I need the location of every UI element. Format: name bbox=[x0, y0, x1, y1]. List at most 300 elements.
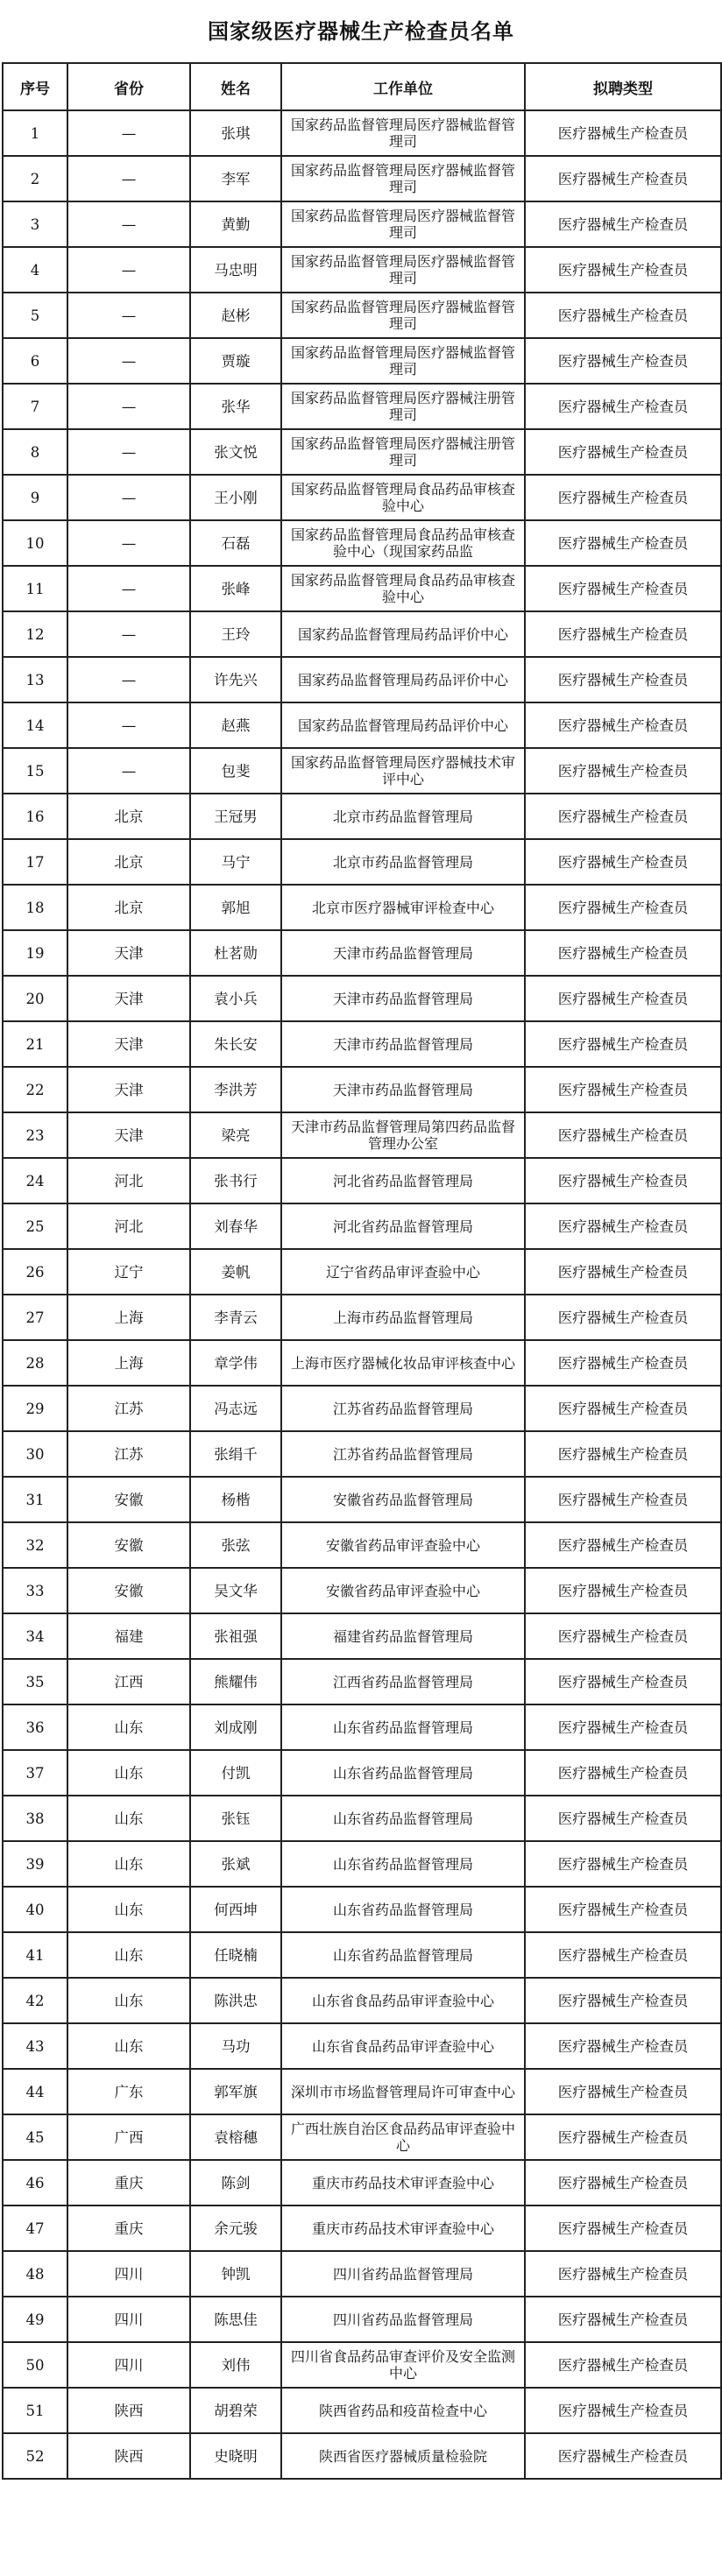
cell-appointment-type: 医疗器械生产检查员 bbox=[525, 566, 721, 611]
cell-appointment-type: 医疗器械生产检查员 bbox=[525, 839, 721, 885]
table-row bbox=[3, 2251, 721, 2297]
cell-work-unit: 四川省药品监督管理局 bbox=[281, 2251, 525, 2297]
cell-appointment-type: 医疗器械生产检查员 bbox=[525, 794, 721, 839]
cell-index: 22 bbox=[3, 1067, 67, 1112]
cell-province: 山东 bbox=[67, 1887, 190, 1932]
cell-name: 石磊 bbox=[190, 520, 281, 566]
cell-work-unit: 四川省食品药品审查评价及安全监测中心 bbox=[281, 2342, 525, 2388]
cell-appointment-type: 医疗器械生产检查员 bbox=[525, 110, 721, 156]
cell-name: 马忠明 bbox=[190, 247, 281, 293]
cell-work-unit: 国家药品监督管理局食品药品审核查验中心（现国家药品监 bbox=[281, 520, 525, 566]
cell-index: 13 bbox=[3, 657, 67, 702]
cell-index: 12 bbox=[3, 611, 67, 657]
cell-appointment-type: 医疗器械生产检查员 bbox=[525, 702, 721, 748]
cell-index: 52 bbox=[3, 2433, 67, 2479]
table-row bbox=[3, 1978, 721, 2023]
document-title: 国家级医疗器械生产检查员名单 bbox=[208, 18, 514, 44]
cell-index: 38 bbox=[3, 1796, 67, 1841]
cell-work-unit: 重庆市药品技术审评查验中心 bbox=[281, 2205, 525, 2251]
cell-name: 陈洪忠 bbox=[190, 1978, 281, 2023]
cell-province: 安徽 bbox=[67, 1568, 190, 1613]
cell-province: 辽宁 bbox=[67, 1249, 190, 1295]
cell-name: 赵燕 bbox=[190, 702, 281, 748]
cell-index: 29 bbox=[3, 1386, 67, 1431]
cell-index: 11 bbox=[3, 566, 67, 611]
table-row bbox=[3, 2069, 721, 2114]
cell-index: 25 bbox=[3, 1203, 67, 1249]
cell-province: 上海 bbox=[67, 1340, 190, 1386]
table-row bbox=[3, 1932, 721, 1978]
cell-name: 余元骏 bbox=[190, 2205, 281, 2251]
cell-name: 杜茗勋 bbox=[190, 930, 281, 976]
table-row bbox=[3, 520, 721, 566]
table-row bbox=[3, 1203, 721, 1249]
cell-appointment-type: 医疗器械生产检查员 bbox=[525, 1932, 721, 1978]
cell-work-unit: 国家药品监督管理局医疗器械监督管理司 bbox=[281, 110, 525, 156]
cell-province: — bbox=[67, 293, 190, 338]
cell-work-unit: 江西省药品监督管理局 bbox=[281, 1659, 525, 1704]
cell-name: 赵彬 bbox=[190, 293, 281, 338]
cell-index: 45 bbox=[3, 2114, 67, 2160]
table-row bbox=[3, 1386, 721, 1431]
cell-name: 杨楷 bbox=[190, 1477, 281, 1522]
cell-work-unit: 陕西省医疗器械质量检验院 bbox=[281, 2433, 525, 2479]
cell-name: 包斐 bbox=[190, 748, 281, 794]
table-row bbox=[3, 1568, 721, 1613]
cell-appointment-type: 医疗器械生产检查员 bbox=[525, 1386, 721, 1431]
cell-name: 陈剑 bbox=[190, 2160, 281, 2205]
cell-work-unit: 河北省药品监督管理局 bbox=[281, 1203, 525, 1249]
cell-province: 河北 bbox=[67, 1203, 190, 1249]
cell-name: 李军 bbox=[190, 156, 281, 201]
cell-province: 北京 bbox=[67, 839, 190, 885]
cell-appointment-type: 医疗器械生产检查员 bbox=[525, 1978, 721, 2023]
cell-appointment-type: 医疗器械生产检查员 bbox=[525, 976, 721, 1021]
cell-appointment-type: 医疗器械生产检查员 bbox=[525, 520, 721, 566]
cell-province: — bbox=[67, 247, 190, 293]
table-row bbox=[3, 2388, 721, 2433]
cell-name: 姜帆 bbox=[190, 1249, 281, 1295]
cell-name: 吴文华 bbox=[190, 1568, 281, 1613]
cell-name: 熊耀伟 bbox=[190, 1659, 281, 1704]
header-province: 省份 bbox=[67, 63, 190, 110]
header-name: 姓名 bbox=[190, 63, 281, 110]
table-row bbox=[3, 110, 721, 156]
table-row bbox=[3, 2205, 721, 2251]
cell-name: 刘成刚 bbox=[190, 1704, 281, 1750]
cell-work-unit: 国家药品监督管理局药品评价中心 bbox=[281, 657, 525, 702]
cell-province: 上海 bbox=[67, 1295, 190, 1340]
cell-work-unit: 福建省药品监督管理局 bbox=[281, 1613, 525, 1659]
table-header-row bbox=[3, 63, 721, 110]
cell-appointment-type: 医疗器械生产检查员 bbox=[525, 657, 721, 702]
cell-index: 17 bbox=[3, 839, 67, 885]
table-row bbox=[3, 1750, 721, 1796]
cell-index: 40 bbox=[3, 1887, 67, 1932]
table-row bbox=[3, 475, 721, 520]
cell-appointment-type: 医疗器械生产检查员 bbox=[525, 156, 721, 201]
cell-work-unit: 国家药品监督管理局药品评价中心 bbox=[281, 611, 525, 657]
cell-province: — bbox=[67, 475, 190, 520]
cell-name: 钟凯 bbox=[190, 2251, 281, 2297]
cell-appointment-type: 医疗器械生产检查员 bbox=[525, 1704, 721, 1750]
cell-work-unit: 国家药品监督管理局医疗器械监督管理司 bbox=[281, 156, 525, 201]
cell-index: 8 bbox=[3, 429, 67, 475]
cell-appointment-type: 医疗器械生产检查员 bbox=[525, 1203, 721, 1249]
cell-appointment-type: 医疗器械生产检查员 bbox=[525, 930, 721, 976]
cell-name: 任晓楠 bbox=[190, 1932, 281, 1978]
cell-appointment-type: 医疗器械生产检查员 bbox=[525, 2251, 721, 2297]
cell-name: 袁榕穗 bbox=[190, 2114, 281, 2160]
cell-name: 袁小兵 bbox=[190, 976, 281, 1021]
table-row bbox=[3, 156, 721, 201]
header-index: 序号 bbox=[3, 63, 67, 110]
cell-appointment-type: 医疗器械生产检查员 bbox=[525, 2205, 721, 2251]
cell-province: 四川 bbox=[67, 2297, 190, 2342]
cell-work-unit: 上海市药品监督管理局 bbox=[281, 1295, 525, 1340]
cell-index: 16 bbox=[3, 794, 67, 839]
cell-appointment-type: 医疗器械生产检查员 bbox=[525, 247, 721, 293]
cell-appointment-type: 医疗器械生产检查员 bbox=[525, 1249, 721, 1295]
table-row bbox=[3, 748, 721, 794]
cell-appointment-type: 医疗器械生产检查员 bbox=[525, 429, 721, 475]
cell-work-unit: 广西壮族自治区食品药品审评查验中心 bbox=[281, 2114, 525, 2160]
cell-index: 26 bbox=[3, 1249, 67, 1295]
cell-province: 安徽 bbox=[67, 1477, 190, 1522]
cell-appointment-type: 医疗器械生产检查员 bbox=[525, 1841, 721, 1887]
cell-index: 7 bbox=[3, 384, 67, 429]
cell-appointment-type: 医疗器械生产检查员 bbox=[525, 2388, 721, 2433]
cell-appointment-type: 医疗器械生产检查员 bbox=[525, 885, 721, 930]
header-work-unit: 工作单位 bbox=[281, 63, 525, 110]
cell-index: 39 bbox=[3, 1841, 67, 1887]
cell-province: 山东 bbox=[67, 1841, 190, 1887]
cell-province: — bbox=[67, 748, 190, 794]
table-row bbox=[3, 1431, 721, 1477]
cell-work-unit: 国家药品监督管理局食品药品审核查验中心 bbox=[281, 566, 525, 611]
cell-work-unit: 四川省药品监督管理局 bbox=[281, 2297, 525, 2342]
table-row bbox=[3, 384, 721, 429]
cell-appointment-type: 医疗器械生产检查员 bbox=[525, 338, 721, 384]
cell-work-unit: 上海市医疗器械化妆品审评核查中心 bbox=[281, 1340, 525, 1386]
cell-index: 20 bbox=[3, 976, 67, 1021]
table-row bbox=[3, 976, 721, 1021]
cell-index: 23 bbox=[3, 1112, 67, 1158]
cell-appointment-type: 医疗器械生产检查员 bbox=[525, 2114, 721, 2160]
table-row bbox=[3, 1522, 721, 1568]
cell-index: 34 bbox=[3, 1613, 67, 1659]
cell-work-unit: 国家药品监督管理局医疗器械注册管理司 bbox=[281, 429, 525, 475]
cell-work-unit: 山东省食品药品审评查验中心 bbox=[281, 2023, 525, 2069]
table-row bbox=[3, 2114, 721, 2160]
cell-name: 张峰 bbox=[190, 566, 281, 611]
cell-province: 重庆 bbox=[67, 2205, 190, 2251]
cell-index: 42 bbox=[3, 1978, 67, 2023]
cell-index: 5 bbox=[3, 293, 67, 338]
cell-province: — bbox=[67, 384, 190, 429]
cell-name: 张绢千 bbox=[190, 1431, 281, 1477]
cell-name: 刘春华 bbox=[190, 1203, 281, 1249]
table-row bbox=[3, 2433, 721, 2479]
cell-appointment-type: 医疗器械生产检查员 bbox=[525, 2160, 721, 2205]
table-row bbox=[3, 429, 721, 475]
cell-work-unit: 安徽省药品审评查验中心 bbox=[281, 1568, 525, 1613]
table-row bbox=[3, 2160, 721, 2205]
cell-index: 41 bbox=[3, 1932, 67, 1978]
cell-name: 黄勤 bbox=[190, 201, 281, 247]
cell-work-unit: 天津市药品监督管理局 bbox=[281, 930, 525, 976]
cell-name: 马功 bbox=[190, 2023, 281, 2069]
cell-name: 王小刚 bbox=[190, 475, 281, 520]
cell-appointment-type: 医疗器械生产检查员 bbox=[525, 384, 721, 429]
cell-appointment-type: 医疗器械生产检查员 bbox=[525, 748, 721, 794]
cell-index: 19 bbox=[3, 930, 67, 976]
cell-province: 天津 bbox=[67, 1112, 190, 1158]
cell-province: 北京 bbox=[67, 885, 190, 930]
cell-province: 陕西 bbox=[67, 2433, 190, 2479]
cell-name: 冯志远 bbox=[190, 1386, 281, 1431]
cell-work-unit: 国家药品监督管理局医疗器械监督管理司 bbox=[281, 293, 525, 338]
cell-name: 陈思佳 bbox=[190, 2297, 281, 2342]
table-row bbox=[3, 839, 721, 885]
table-row bbox=[3, 611, 721, 657]
table-row bbox=[3, 201, 721, 247]
cell-name: 史晓明 bbox=[190, 2433, 281, 2479]
cell-province: 天津 bbox=[67, 1021, 190, 1067]
cell-name: 张华 bbox=[190, 384, 281, 429]
cell-index: 27 bbox=[3, 1295, 67, 1340]
cell-appointment-type: 医疗器械生产检查员 bbox=[525, 1431, 721, 1477]
cell-province: 山东 bbox=[67, 1796, 190, 1841]
cell-index: 50 bbox=[3, 2342, 67, 2388]
table-row bbox=[3, 1021, 721, 1067]
cell-province: 安徽 bbox=[67, 1522, 190, 1568]
cell-index: 48 bbox=[3, 2251, 67, 2297]
cell-appointment-type: 医疗器械生产检查员 bbox=[525, 1750, 721, 1796]
cell-appointment-type: 医疗器械生产检查员 bbox=[525, 1568, 721, 1613]
cell-province: 天津 bbox=[67, 1067, 190, 1112]
table-row bbox=[3, 2342, 721, 2388]
cell-appointment-type: 医疗器械生产检查员 bbox=[525, 1340, 721, 1386]
cell-index: 46 bbox=[3, 2160, 67, 2205]
cell-province: 山东 bbox=[67, 1704, 190, 1750]
cell-index: 14 bbox=[3, 702, 67, 748]
cell-work-unit: 国家药品监督管理局医疗器械技术审评中心 bbox=[281, 748, 525, 794]
cell-appointment-type: 医疗器械生产检查员 bbox=[525, 1887, 721, 1932]
cell-appointment-type: 医疗器械生产检查员 bbox=[525, 1477, 721, 1522]
cell-appointment-type: 医疗器械生产检查员 bbox=[525, 1659, 721, 1704]
table-row bbox=[3, 1158, 721, 1203]
table-row bbox=[3, 566, 721, 611]
cell-name: 刘伟 bbox=[190, 2342, 281, 2388]
table-row bbox=[3, 1067, 721, 1112]
cell-name: 张钰 bbox=[190, 1796, 281, 1841]
table-row bbox=[3, 293, 721, 338]
cell-work-unit: 北京市医疗器械审评检查中心 bbox=[281, 885, 525, 930]
cell-appointment-type: 医疗器械生产检查员 bbox=[525, 1796, 721, 1841]
cell-name: 章学伟 bbox=[190, 1340, 281, 1386]
cell-appointment-type: 医疗器械生产检查员 bbox=[525, 1613, 721, 1659]
table-row bbox=[3, 1295, 721, 1340]
table-row bbox=[3, 247, 721, 293]
cell-index: 35 bbox=[3, 1659, 67, 1704]
cell-index: 44 bbox=[3, 2069, 67, 2114]
table-body bbox=[3, 110, 721, 2479]
table-row bbox=[3, 1249, 721, 1295]
cell-appointment-type: 医疗器械生产检查员 bbox=[525, 611, 721, 657]
cell-work-unit: 山东省食品药品审评查验中心 bbox=[281, 1978, 525, 2023]
cell-work-unit: 山东省药品监督管理局 bbox=[281, 1932, 525, 1978]
cell-name: 李青云 bbox=[190, 1295, 281, 1340]
cell-index: 15 bbox=[3, 748, 67, 794]
cell-province: 天津 bbox=[67, 930, 190, 976]
header-appointment-type: 拟聘类型 bbox=[525, 63, 721, 110]
cell-province: 河北 bbox=[67, 1158, 190, 1203]
cell-work-unit: 天津市药品监督管理局 bbox=[281, 1021, 525, 1067]
cell-name: 张祖强 bbox=[190, 1613, 281, 1659]
cell-index: 37 bbox=[3, 1750, 67, 1796]
table-row bbox=[3, 1704, 721, 1750]
table-row bbox=[3, 2297, 721, 2342]
cell-province: — bbox=[67, 566, 190, 611]
cell-appointment-type: 医疗器械生产检查员 bbox=[525, 1067, 721, 1112]
cell-work-unit: 国家药品监督管理局医疗器械注册管理司 bbox=[281, 384, 525, 429]
cell-province: 四川 bbox=[67, 2251, 190, 2297]
cell-work-unit: 安徽省药品监督管理局 bbox=[281, 1477, 525, 1522]
cell-name: 郭旭 bbox=[190, 885, 281, 930]
table-row bbox=[3, 930, 721, 976]
cell-appointment-type: 医疗器械生产检查员 bbox=[525, 2433, 721, 2479]
cell-index: 21 bbox=[3, 1021, 67, 1067]
cell-index: 3 bbox=[3, 201, 67, 247]
cell-work-unit: 山东省药品监督管理局 bbox=[281, 1796, 525, 1841]
cell-work-unit: 天津市药品监督管理局第四药品监督管理办公室 bbox=[281, 1112, 525, 1158]
cell-province: 天津 bbox=[67, 976, 190, 1021]
cell-work-unit: 重庆市药品技术审评查验中心 bbox=[281, 2160, 525, 2205]
cell-appointment-type: 医疗器械生产检查员 bbox=[525, 2297, 721, 2342]
table-row bbox=[3, 1887, 721, 1932]
cell-province: 江苏 bbox=[67, 1386, 190, 1431]
inspector-table bbox=[2, 62, 722, 2480]
cell-work-unit: 山东省药品监督管理局 bbox=[281, 1841, 525, 1887]
cell-index: 1 bbox=[3, 110, 67, 156]
cell-index: 10 bbox=[3, 520, 67, 566]
cell-appointment-type: 医疗器械生产检查员 bbox=[525, 2342, 721, 2388]
cell-appointment-type: 医疗器械生产检查员 bbox=[525, 1021, 721, 1067]
cell-province: 广东 bbox=[67, 2069, 190, 2114]
cell-province: 山东 bbox=[67, 1978, 190, 2023]
cell-index: 24 bbox=[3, 1158, 67, 1203]
cell-work-unit: 天津市药品监督管理局 bbox=[281, 1067, 525, 1112]
cell-province: — bbox=[67, 429, 190, 475]
table-row bbox=[3, 338, 721, 384]
table-row bbox=[3, 702, 721, 748]
cell-index: 47 bbox=[3, 2205, 67, 2251]
cell-appointment-type: 医疗器械生产检查员 bbox=[525, 1522, 721, 1568]
cell-work-unit: 江苏省药品监督管理局 bbox=[281, 1431, 525, 1477]
cell-appointment-type: 医疗器械生产检查员 bbox=[525, 2023, 721, 2069]
cell-work-unit: 北京市药品监督管理局 bbox=[281, 839, 525, 885]
table-row bbox=[3, 657, 721, 702]
cell-index: 30 bbox=[3, 1431, 67, 1477]
cell-appointment-type: 医疗器械生产检查员 bbox=[525, 1295, 721, 1340]
table-row bbox=[3, 794, 721, 839]
table-row bbox=[3, 1841, 721, 1887]
table-row bbox=[3, 885, 721, 930]
cell-index: 4 bbox=[3, 247, 67, 293]
cell-index: 31 bbox=[3, 1477, 67, 1522]
cell-name: 王冠男 bbox=[190, 794, 281, 839]
cell-index: 18 bbox=[3, 885, 67, 930]
cell-name: 张斌 bbox=[190, 1841, 281, 1887]
cell-province: 福建 bbox=[67, 1613, 190, 1659]
cell-name: 郭军旗 bbox=[190, 2069, 281, 2114]
cell-work-unit: 河北省药品监督管理局 bbox=[281, 1158, 525, 1203]
cell-work-unit: 山东省药品监督管理局 bbox=[281, 1704, 525, 1750]
cell-index: 2 bbox=[3, 156, 67, 201]
cell-work-unit: 陕西省药品和疫苗检查中心 bbox=[281, 2388, 525, 2433]
cell-work-unit: 国家药品监督管理局医疗器械监督管理司 bbox=[281, 247, 525, 293]
cell-appointment-type: 医疗器械生产检查员 bbox=[525, 293, 721, 338]
cell-appointment-type: 医疗器械生产检查员 bbox=[525, 2069, 721, 2114]
cell-index: 33 bbox=[3, 1568, 67, 1613]
cell-work-unit: 国家药品监督管理局医疗器械监督管理司 bbox=[281, 338, 525, 384]
cell-work-unit: 安徽省药品审评查验中心 bbox=[281, 1522, 525, 1568]
cell-name: 马宁 bbox=[190, 839, 281, 885]
cell-work-unit: 山东省药品监督管理局 bbox=[281, 1887, 525, 1932]
cell-province: 四川 bbox=[67, 2342, 190, 2388]
cell-name: 张琪 bbox=[190, 110, 281, 156]
table-row bbox=[3, 1659, 721, 1704]
cell-province: 山东 bbox=[67, 1932, 190, 1978]
cell-work-unit: 天津市药品监督管理局 bbox=[281, 976, 525, 1021]
cell-name: 李洪芳 bbox=[190, 1067, 281, 1112]
cell-work-unit: 江苏省药品监督管理局 bbox=[281, 1386, 525, 1431]
cell-work-unit: 国家药品监督管理局药品评价中心 bbox=[281, 702, 525, 748]
cell-work-unit: 深圳市市场监督管理局许可审查中心 bbox=[281, 2069, 525, 2114]
cell-index: 43 bbox=[3, 2023, 67, 2069]
cell-name: 贾璇 bbox=[190, 338, 281, 384]
table-row bbox=[3, 1112, 721, 1158]
cell-province: — bbox=[67, 338, 190, 384]
cell-index: 6 bbox=[3, 338, 67, 384]
table-row bbox=[3, 1796, 721, 1841]
table-row bbox=[3, 1613, 721, 1659]
cell-work-unit: 辽宁省药品审评查验中心 bbox=[281, 1249, 525, 1295]
cell-province: — bbox=[67, 702, 190, 748]
cell-index: 36 bbox=[3, 1704, 67, 1750]
cell-name: 梁亮 bbox=[190, 1112, 281, 1158]
cell-name: 张弦 bbox=[190, 1522, 281, 1568]
cell-index: 9 bbox=[3, 475, 67, 520]
cell-province: — bbox=[67, 520, 190, 566]
cell-name: 张文悦 bbox=[190, 429, 281, 475]
cell-work-unit: 北京市药品监督管理局 bbox=[281, 794, 525, 839]
cell-province: 江西 bbox=[67, 1659, 190, 1704]
table-row bbox=[3, 1340, 721, 1386]
cell-province: 山东 bbox=[67, 2023, 190, 2069]
cell-name: 张书行 bbox=[190, 1158, 281, 1203]
cell-province: — bbox=[67, 611, 190, 657]
cell-work-unit: 国家药品监督管理局食品药品审核查验中心 bbox=[281, 475, 525, 520]
cell-name: 何西坤 bbox=[190, 1887, 281, 1932]
cell-province: 重庆 bbox=[67, 2160, 190, 2205]
cell-province: 陕西 bbox=[67, 2388, 190, 2433]
cell-province: — bbox=[67, 110, 190, 156]
cell-province: 山东 bbox=[67, 1750, 190, 1796]
cell-work-unit: 山东省药品监督管理局 bbox=[281, 1750, 525, 1796]
cell-work-unit: 国家药品监督管理局医疗器械监督管理司 bbox=[281, 201, 525, 247]
